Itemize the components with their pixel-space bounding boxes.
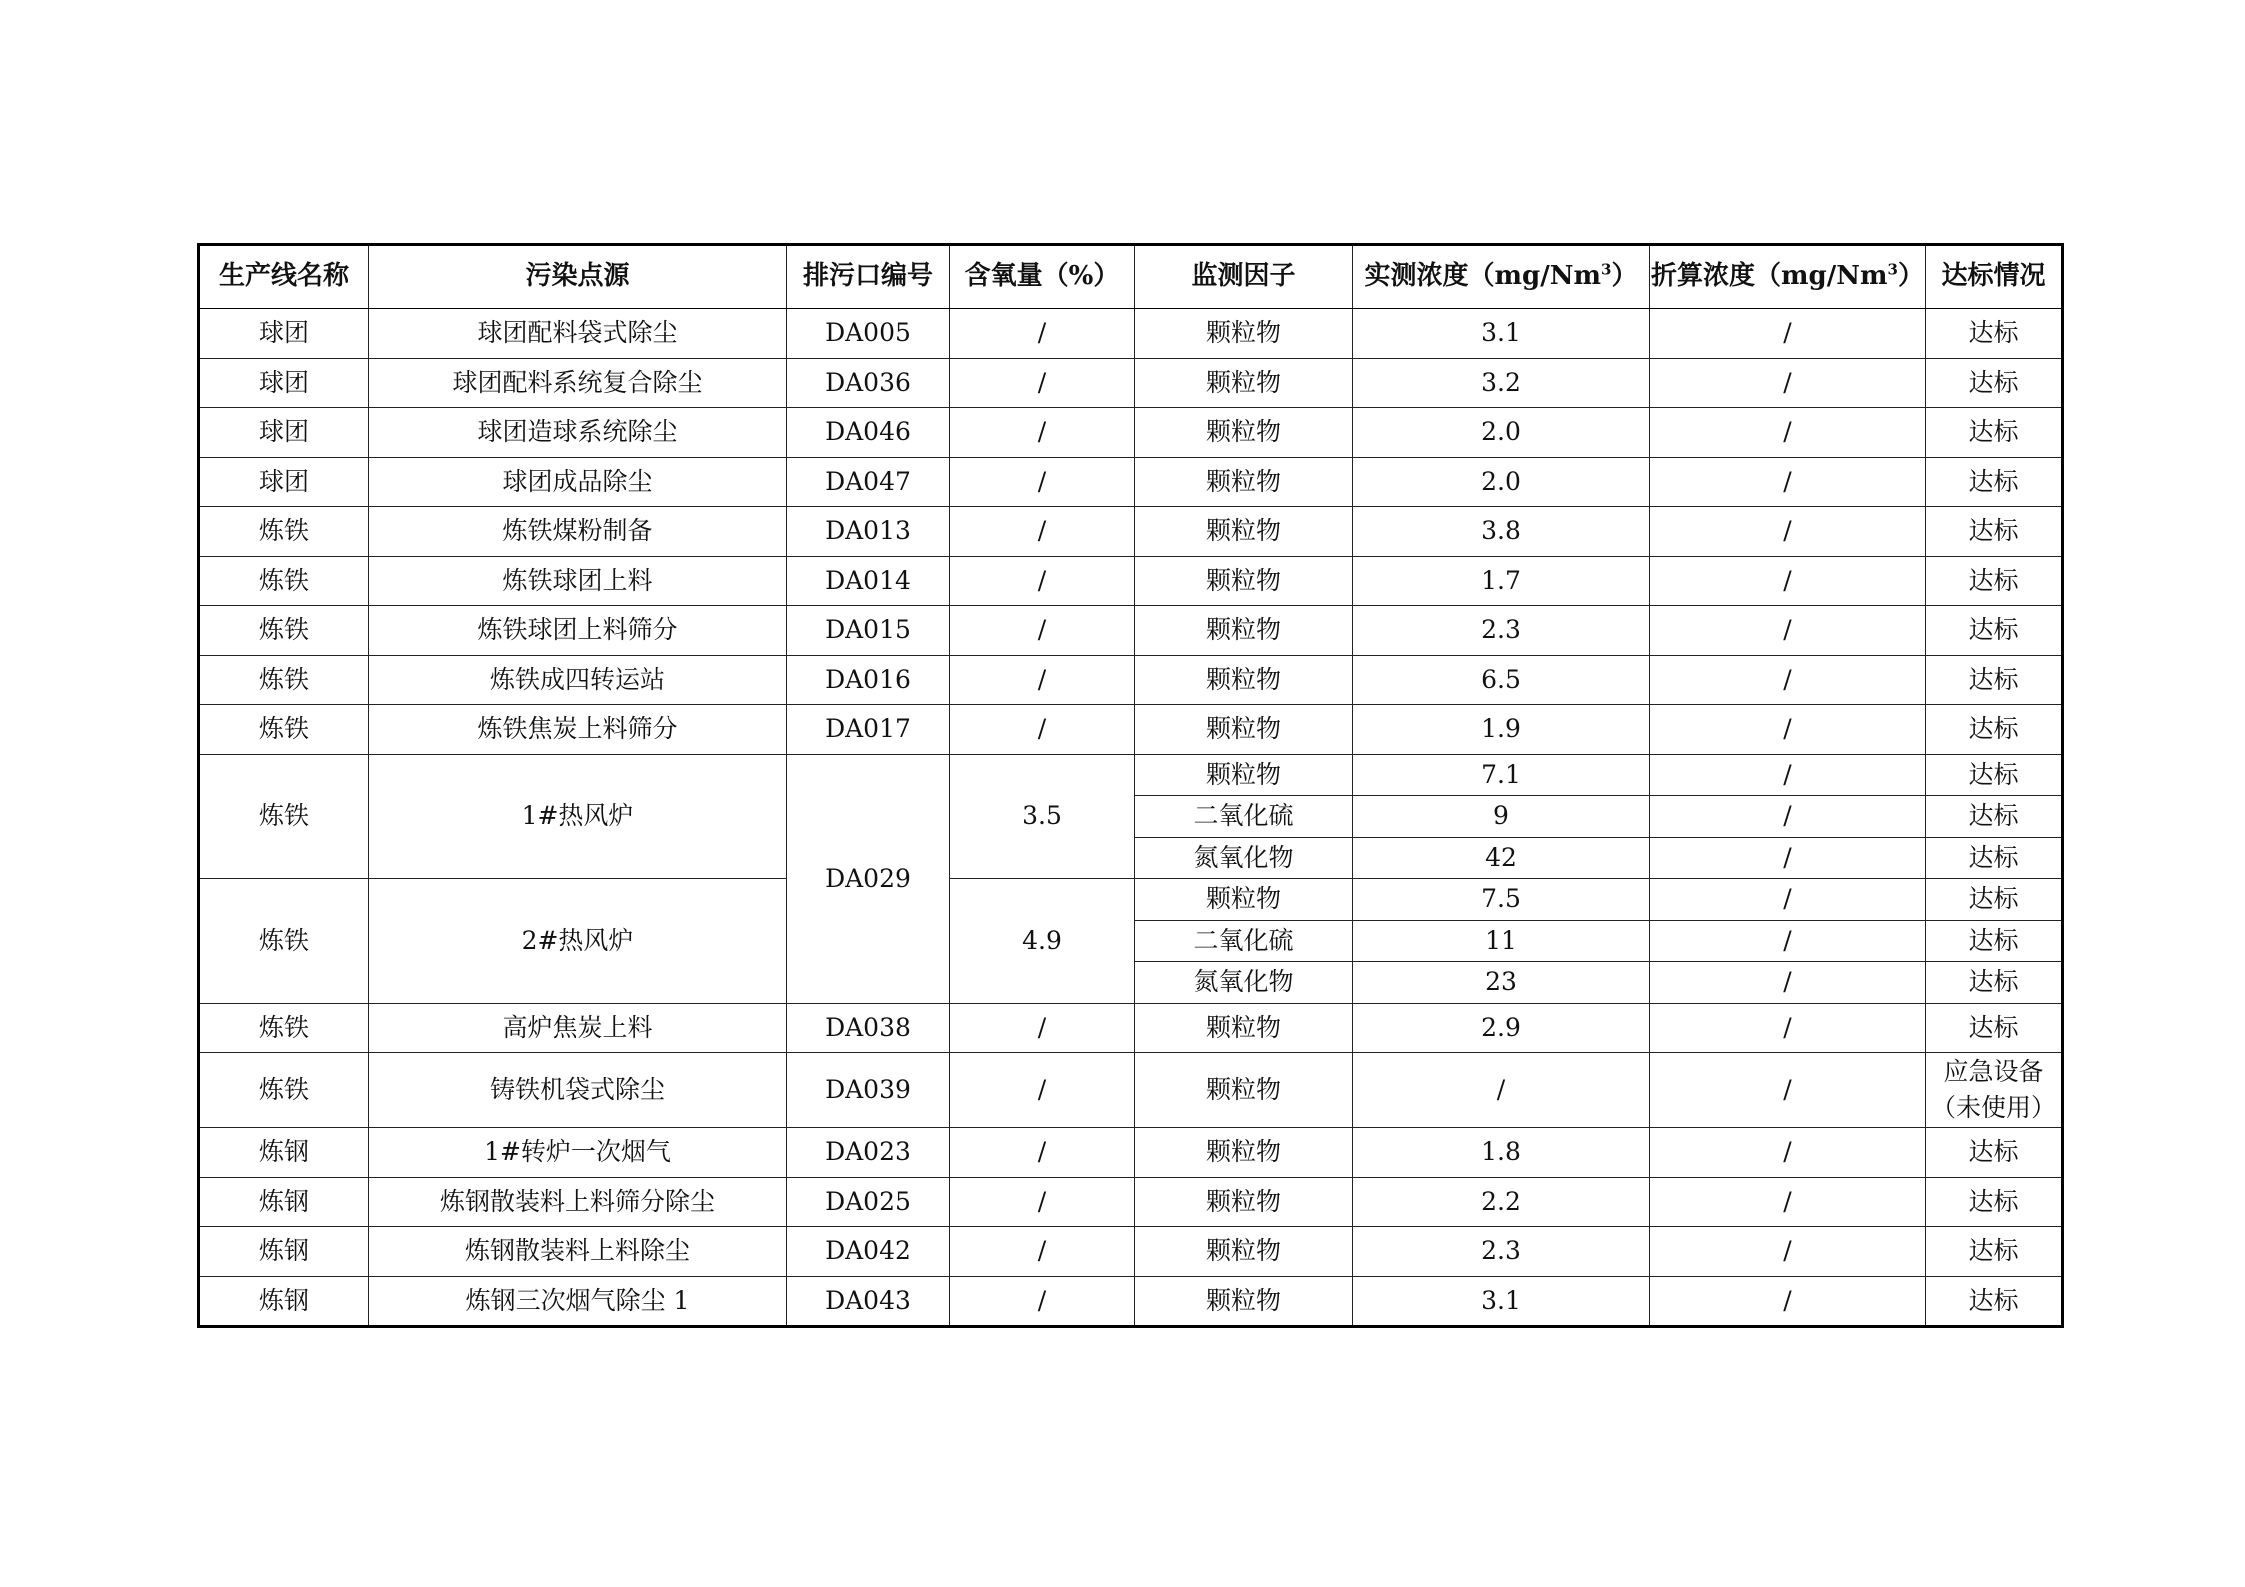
- cell-outlet: DA025: [787, 1177, 950, 1227]
- table-row: [199, 309, 2063, 359]
- table-row: [199, 655, 2063, 705]
- cell-converted: /: [1650, 408, 1926, 458]
- table-row: [199, 754, 2063, 796]
- cell-source: 炼钢散装料上料筛分除尘: [369, 1177, 787, 1227]
- cell-status: 达标: [1926, 754, 2063, 796]
- header-status: 达标情况: [1926, 245, 2063, 309]
- cell-measured: 11: [1353, 920, 1650, 962]
- table-row: [199, 457, 2063, 507]
- cell-source: 球团造球系统除尘: [369, 408, 787, 458]
- cell-converted: /: [1650, 358, 1926, 408]
- emissions-monitoring-table: [197, 243, 2064, 1328]
- table-row: [199, 1053, 2063, 1128]
- cell-source: 炼钢三次烟气除尘 1: [369, 1276, 787, 1327]
- cell-converted: /: [1650, 655, 1926, 705]
- cell-status: [1926, 1053, 2063, 1128]
- cell-source: 炼铁球团上料: [369, 556, 787, 606]
- cell-converted: /: [1650, 705, 1926, 755]
- cell-source: 球团配料袋式除尘: [369, 309, 787, 359]
- cell-measured: 3.8: [1353, 507, 1650, 557]
- cell-converted: /: [1650, 1003, 1926, 1053]
- cell-factor: 颗粒物: [1135, 655, 1353, 705]
- header-outlet: 排污口编号: [787, 245, 950, 309]
- cell-line: 球团: [199, 309, 369, 359]
- header-row: [199, 245, 2063, 309]
- cell-line: 炼铁: [199, 655, 369, 705]
- cell-oxygen: /: [950, 1227, 1135, 1277]
- header-measured: [1353, 245, 1650, 309]
- cell-converted: /: [1650, 507, 1926, 557]
- cell-converted: /: [1650, 1227, 1926, 1277]
- cell-factor: 颗粒物: [1135, 1003, 1353, 1053]
- header-source: 污染点源: [369, 245, 787, 309]
- cell-converted: /: [1650, 920, 1926, 962]
- cell-measured: 42: [1353, 837, 1650, 879]
- cell-outlet: DA005: [787, 309, 950, 359]
- cell-source: 球团成品除尘: [369, 457, 787, 507]
- cell-converted: /: [1650, 1177, 1926, 1227]
- cell-oxygen: 4.9: [950, 879, 1135, 1004]
- cell-converted: /: [1650, 837, 1926, 879]
- cell-factor: 颗粒物: [1135, 1177, 1353, 1227]
- cell-outlet: DA015: [787, 606, 950, 656]
- cell-outlet: DA042: [787, 1227, 950, 1277]
- cell-factor: 颗粒物: [1135, 358, 1353, 408]
- cell-outlet: DA047: [787, 457, 950, 507]
- cell-converted: /: [1650, 606, 1926, 656]
- cell-status: 达标: [1926, 1276, 2063, 1327]
- cell-source: 炼铁煤粉制备: [369, 507, 787, 557]
- header-oxygen: 含氧量（%）: [950, 245, 1135, 309]
- header-measured-close: ）: [1611, 261, 1638, 292]
- header-line: 生产线名称: [199, 245, 369, 309]
- cell-source: 2#热风炉: [369, 879, 787, 1004]
- cell-line: 炼铁: [199, 705, 369, 755]
- cell-outlet: DA013: [787, 507, 950, 557]
- cell-measured: 1.9: [1353, 705, 1650, 755]
- cell-line: 球团: [199, 358, 369, 408]
- cell-line: 炼铁: [199, 754, 369, 879]
- cell-converted: /: [1650, 1053, 1926, 1128]
- cell-measured: 2.3: [1353, 606, 1650, 656]
- cell-measured: 1.7: [1353, 556, 1650, 606]
- cell-outlet: DA023: [787, 1128, 950, 1178]
- cell-factor: 氮氧化物: [1135, 837, 1353, 879]
- cell-status: 达标: [1926, 507, 2063, 557]
- header-converted-close: ）: [1897, 261, 1924, 292]
- cell-oxygen: /: [950, 606, 1135, 656]
- cell-factor: 颗粒物: [1135, 408, 1353, 458]
- cell-measured: 2.0: [1353, 408, 1650, 458]
- cell-status: 达标: [1926, 408, 2063, 458]
- cell-factor: 颗粒物: [1135, 1276, 1353, 1327]
- cell-factor: 颗粒物: [1135, 1053, 1353, 1128]
- cell-status: 达标: [1926, 655, 2063, 705]
- cell-source: 1#热风炉: [369, 754, 787, 879]
- cell-oxygen: /: [950, 309, 1135, 359]
- cell-status: 达标: [1926, 705, 2063, 755]
- cell-oxygen: 3.5: [950, 754, 1135, 879]
- cell-measured: 2.0: [1353, 457, 1650, 507]
- cell-factor: 二氧化硫: [1135, 920, 1353, 962]
- cell-oxygen: /: [950, 705, 1135, 755]
- cell-measured: 3.1: [1353, 309, 1650, 359]
- cell-oxygen: /: [950, 408, 1135, 458]
- cell-oxygen: /: [950, 1128, 1135, 1178]
- cell-source: 炼钢散装料上料除尘: [369, 1227, 787, 1277]
- header-converted-sup: 3: [1887, 260, 1898, 279]
- table-row: [199, 408, 2063, 458]
- cell-oxygen: /: [950, 1177, 1135, 1227]
- cell-status: 达标: [1926, 796, 2063, 838]
- cell-factor: 颗粒物: [1135, 606, 1353, 656]
- cell-line: 炼钢: [199, 1227, 369, 1277]
- cell-line: 炼钢: [199, 1177, 369, 1227]
- header-measured-text: 实测浓度（mg/Nm: [1364, 261, 1601, 292]
- cell-measured: 23: [1353, 962, 1650, 1004]
- cell-source: 球团配料系统复合除尘: [369, 358, 787, 408]
- cell-line: 炼铁: [199, 1003, 369, 1053]
- cell-oxygen: /: [950, 1003, 1135, 1053]
- cell-measured: 2.3: [1353, 1227, 1650, 1277]
- cell-outlet: DA036: [787, 358, 950, 408]
- header-converted: [1650, 245, 1926, 309]
- cell-line: 炼铁: [199, 606, 369, 656]
- table-row: [199, 358, 2063, 408]
- cell-status: 达标: [1926, 606, 2063, 656]
- cell-converted: /: [1650, 556, 1926, 606]
- cell-measured: 3.2: [1353, 358, 1650, 408]
- cell-line: 炼钢: [199, 1276, 369, 1327]
- cell-factor: 颗粒物: [1135, 556, 1353, 606]
- table-row: [199, 606, 2063, 656]
- cell-line: 球团: [199, 408, 369, 458]
- cell-factor: 颗粒物: [1135, 457, 1353, 507]
- cell-line: 炼铁: [199, 556, 369, 606]
- cell-status: 达标: [1926, 1177, 2063, 1227]
- cell-line: 炼铁: [199, 507, 369, 557]
- cell-line: 炼铁: [199, 879, 369, 1004]
- cell-line: 炼铁: [199, 1053, 369, 1128]
- cell-oxygen: /: [950, 1276, 1135, 1327]
- cell-outlet: DA038: [787, 1003, 950, 1053]
- cell-status: 达标: [1926, 309, 2063, 359]
- cell-status: 达标: [1926, 358, 2063, 408]
- header-converted-text: 折算浓度（mg/Nm: [1651, 261, 1888, 292]
- cell-outlet: DA039: [787, 1053, 950, 1128]
- cell-line: 球团: [199, 457, 369, 507]
- cell-factor: 颗粒物: [1135, 309, 1353, 359]
- cell-status: 达标: [1926, 1227, 2063, 1277]
- cell-source: 炼铁成四转运站: [369, 655, 787, 705]
- cell-measured: 7.1: [1353, 754, 1650, 796]
- cell-oxygen: /: [950, 358, 1135, 408]
- cell-oxygen: /: [950, 1053, 1135, 1128]
- status-line-2: （未使用）: [1930, 1093, 2056, 1122]
- cell-status: 达标: [1926, 879, 2063, 921]
- table-row: [199, 1177, 2063, 1227]
- cell-status: 达标: [1926, 1003, 2063, 1053]
- cell-factor: 颗粒物: [1135, 879, 1353, 921]
- cell-outlet: DA043: [787, 1276, 950, 1327]
- cell-status: 达标: [1926, 920, 2063, 962]
- cell-status: 达标: [1926, 556, 2063, 606]
- cell-outlet: DA017: [787, 705, 950, 755]
- cell-converted: /: [1650, 457, 1926, 507]
- cell-status: 达标: [1926, 1128, 2063, 1178]
- cell-oxygen: /: [950, 556, 1135, 606]
- cell-source: 1#转炉一次烟气: [369, 1128, 787, 1178]
- cell-converted: /: [1650, 879, 1926, 921]
- cell-measured: 2.2: [1353, 1177, 1650, 1227]
- cell-oxygen: /: [950, 457, 1135, 507]
- cell-status: 达标: [1926, 837, 2063, 879]
- cell-source: 炼铁球团上料筛分: [369, 606, 787, 656]
- cell-converted: /: [1650, 796, 1926, 838]
- cell-factor: 颗粒物: [1135, 705, 1353, 755]
- cell-outlet: DA046: [787, 408, 950, 458]
- table-row: [199, 705, 2063, 755]
- header-factor: 监测因子: [1135, 245, 1353, 309]
- cell-source: 高炉焦炭上料: [369, 1003, 787, 1053]
- cell-factor: 颗粒物: [1135, 507, 1353, 557]
- table-row: [199, 1003, 2063, 1053]
- cell-status: 达标: [1926, 962, 2063, 1004]
- header-measured-sup: 3: [1601, 260, 1612, 279]
- table-row: [199, 1227, 2063, 1277]
- table-row: [199, 1276, 2063, 1327]
- cell-converted: /: [1650, 1276, 1926, 1327]
- cell-converted: /: [1650, 754, 1926, 796]
- cell-oxygen: /: [950, 655, 1135, 705]
- cell-source: 铸铁机袋式除尘: [369, 1053, 787, 1128]
- cell-oxygen: /: [950, 507, 1135, 557]
- table-row: [199, 879, 2063, 921]
- cell-outlet-merged: DA029: [787, 754, 950, 1003]
- cell-factor: 二氧化硫: [1135, 796, 1353, 838]
- cell-factor: 氮氧化物: [1135, 962, 1353, 1004]
- cell-measured: 7.5: [1353, 879, 1650, 921]
- table-row: [199, 507, 2063, 557]
- cell-factor: 颗粒物: [1135, 1227, 1353, 1277]
- table-row: [199, 1128, 2063, 1178]
- cell-source: 炼铁焦炭上料筛分: [369, 705, 787, 755]
- cell-measured: 3.1: [1353, 1276, 1650, 1327]
- table-row: [199, 556, 2063, 606]
- status-line-1: 应急设备: [1943, 1056, 2044, 1086]
- cell-converted: /: [1650, 309, 1926, 359]
- cell-outlet: DA016: [787, 655, 950, 705]
- cell-measured: 6.5: [1353, 655, 1650, 705]
- cell-measured: 2.9: [1353, 1003, 1650, 1053]
- cell-measured: /: [1353, 1053, 1650, 1128]
- cell-measured: 9: [1353, 796, 1650, 838]
- cell-factor: 颗粒物: [1135, 754, 1353, 796]
- cell-factor: 颗粒物: [1135, 1128, 1353, 1178]
- cell-converted: /: [1650, 962, 1926, 1004]
- cell-status: 达标: [1926, 457, 2063, 507]
- cell-measured: 1.8: [1353, 1128, 1650, 1178]
- cell-outlet: DA014: [787, 556, 950, 606]
- cell-line: 炼钢: [199, 1128, 369, 1178]
- cell-converted: /: [1650, 1128, 1926, 1178]
